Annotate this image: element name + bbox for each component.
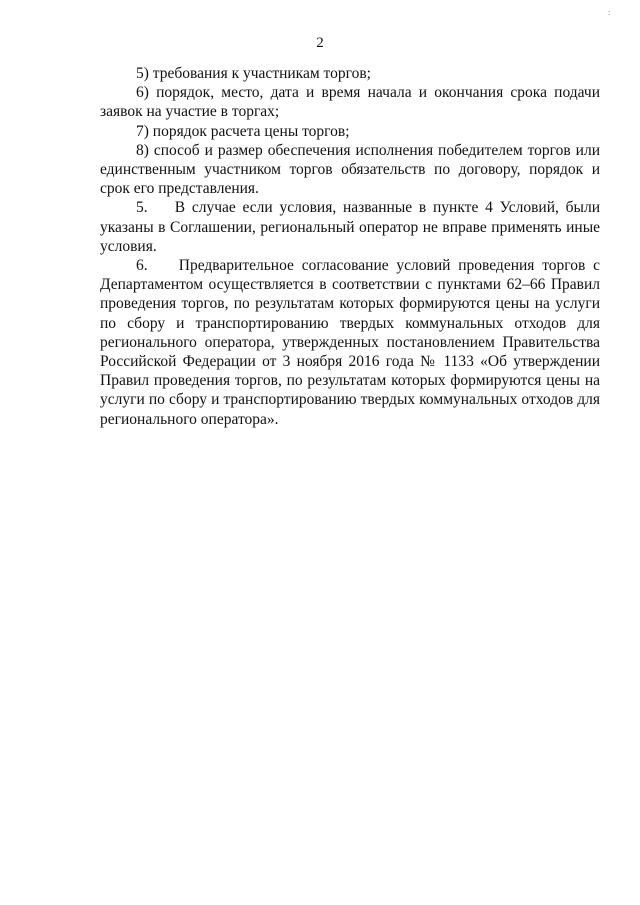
list-item-security-obligations: 8) способ и размер обеспечения исполнения победителем торгов или единственным участником торгов обязательств по договору, порядок и срок его представления.	[100, 141, 600, 198]
clause-5: 5. В случае если условия, названные в пункте 4 Условий, были указаны в Соглашении, региональный оператор не вправе применять иные условия.	[100, 199, 600, 255]
corner-speck: :	[608, 8, 611, 17]
list-item-price-calculation: 7) порядок расчета цены торгов;	[136, 122, 350, 140]
page-number: 2	[316, 35, 324, 51]
clause-6: 6. Предварительное согласование условий проведения торгов с Департаментом осуществляется в соответствии с пунктами 62–66 Правил проведения торгов, по результатам которых формируются цены на услуги по сбору и транспортированию твердых коммунальных отходов для регионального оператора, утвержденных постановлением Правительства Российской Федерации от 3 ноября 2016 года № 1133 «Об утверждении Правил проведения торгов, по результатам которых формируются цены на услуги по сбору и транспортированию твердых коммунальных отходов для регионального оператора».	[100, 257, 600, 428]
list-item-application-procedure: 6) порядок, место, дата и время начала и окончания срока подачи заявок на участие в торгах;	[100, 84, 600, 121]
list-item-requirements: 5) требования к участникам торгов;	[136, 65, 371, 82]
document-body	[100, 64, 600, 429]
